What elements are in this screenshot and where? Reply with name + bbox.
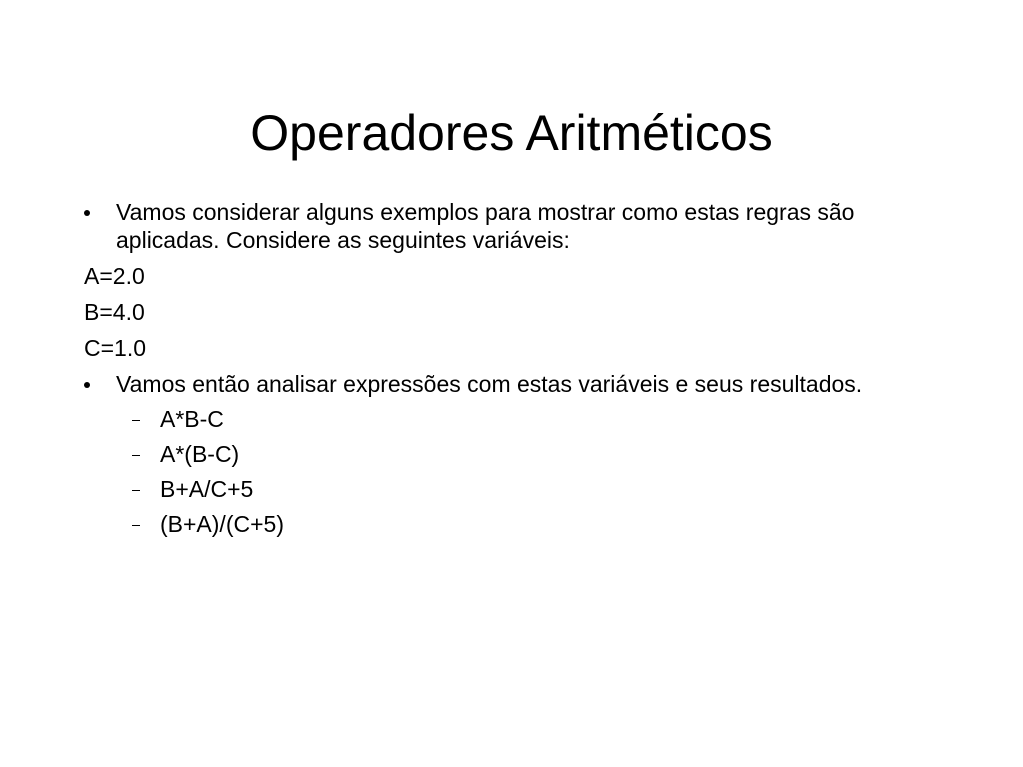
expression-item xyxy=(160,405,944,433)
dash-bullet-icon xyxy=(132,455,140,456)
expression-item xyxy=(160,510,944,538)
expression-item xyxy=(160,440,944,468)
variable-c: C=1.0 xyxy=(84,335,147,361)
expression-text: A*B-C xyxy=(160,406,224,432)
variable-b: B=4.0 xyxy=(84,299,145,325)
expression-list xyxy=(84,405,944,538)
dash-bullet-icon xyxy=(132,420,140,421)
bullet-text-intro: Vamos considerar alguns exemplos para mostrar como estas regras são aplicadas. Considere as seguintes variáveis: xyxy=(116,199,855,253)
slide-body xyxy=(84,198,944,545)
dash-bullet-icon xyxy=(132,525,140,526)
dash-bullet-icon xyxy=(132,490,140,491)
expression-text: B+A/C+5 xyxy=(160,476,254,502)
slide-title: Operadores Aritméticos xyxy=(250,105,773,161)
bullet-item-intro xyxy=(84,198,944,254)
bullet-dot-icon xyxy=(84,210,90,216)
bullet-dot-icon xyxy=(84,382,90,388)
expression-text: A*(B-C) xyxy=(160,441,240,467)
expression-text: (B+A)/(C+5) xyxy=(160,511,284,537)
bullet-item-analysis xyxy=(84,370,944,398)
variable-a: A=2.0 xyxy=(84,263,145,289)
expression-item xyxy=(160,475,944,503)
bullet-text-analysis: Vamos então analisar expressões com estas variáveis e seus resultados. xyxy=(116,371,863,397)
